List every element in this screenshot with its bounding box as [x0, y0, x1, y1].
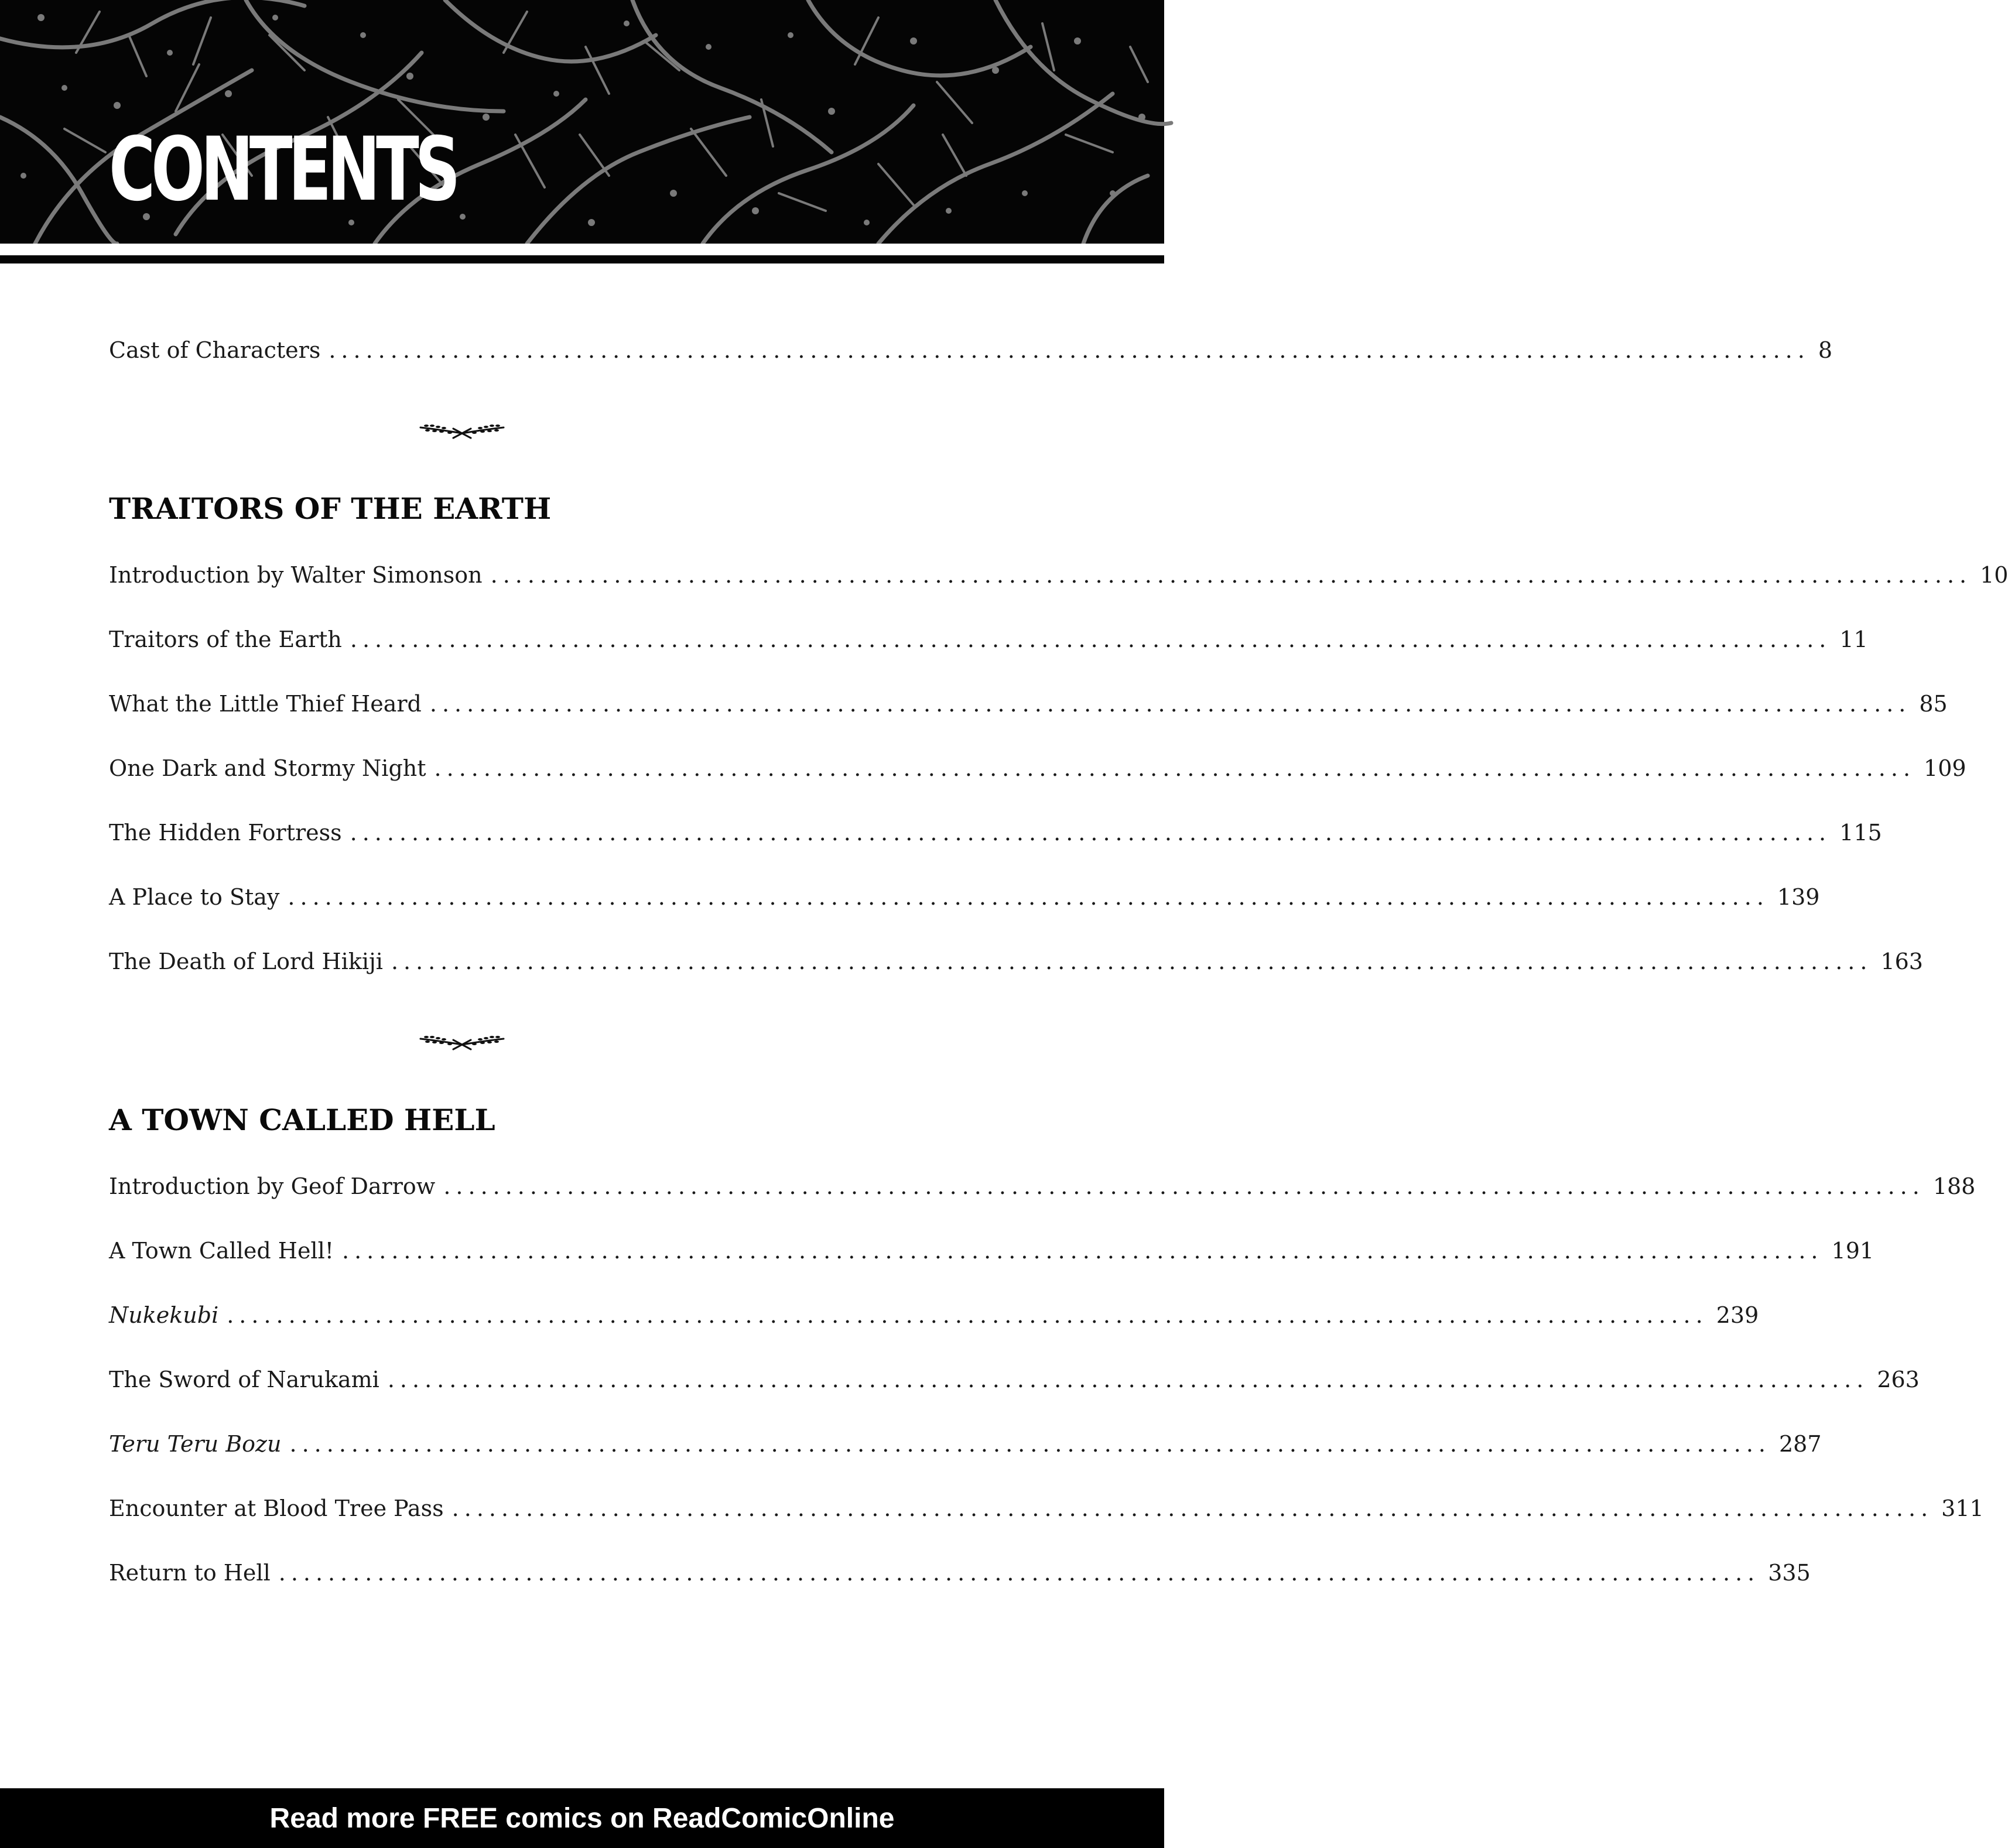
toc-entry[interactable]: [109, 1426, 1822, 1462]
toc-entry[interactable]: [109, 879, 1820, 915]
dot-leader: ........................................................................................................................: [451, 1495, 1934, 1521]
toc-page-number: 109: [1924, 755, 1966, 781]
toc-entry-label: Nukekubi: [109, 1302, 219, 1328]
section-heading-traitors-of-the-earth: TRAITORS OF THE EARTH: [109, 491, 552, 526]
toc-entry[interactable]: [109, 686, 1948, 721]
dot-leader: ........................................................................................................................: [350, 627, 1832, 652]
toc-entry-label: The Death of Lord Hikiji: [109, 949, 383, 974]
toc-page-number: 139: [1777, 884, 1820, 910]
laurel-divider-icon: [418, 416, 506, 442]
toc-page-number: 311: [1941, 1495, 1984, 1521]
toc-page-number: 188: [1932, 1173, 1976, 1199]
toc-entry[interactable]: [109, 1298, 1759, 1333]
toc-entry[interactable]: [109, 1169, 1976, 1204]
toc-page-number: 10: [1980, 562, 2008, 588]
toc-entry-label: Introduction by Geof Darrow: [109, 1173, 436, 1199]
toc-entry-label: The Hidden Fortress: [109, 820, 342, 846]
dot-leader: ........................................................................................................................: [288, 884, 1769, 910]
toc-entry-label: Encounter at Blood Tree Pass: [109, 1495, 444, 1521]
toc-entry[interactable]: [109, 1555, 1811, 1590]
toc-entry[interactable]: [109, 1362, 1920, 1397]
contents-header-band: [0, 0, 1164, 244]
toc-entry-label: A Town Called Hell!: [109, 1238, 334, 1264]
toc-page-number: 263: [1877, 1367, 1920, 1392]
toc-entry-label: Cast of Characters: [109, 337, 321, 363]
promo-footer-text[interactable]: Read more FREE comics on ReadComicOnline: [269, 1802, 895, 1834]
toc-page-number: 239: [1716, 1302, 1759, 1328]
toc-entry-label: Return to Hell: [109, 1560, 271, 1586]
toc-entry-cast-of-characters[interactable]: [109, 333, 1833, 368]
dot-leader: ........................................................................................................................: [443, 1173, 1925, 1199]
dot-leader: ........................................................................................................................: [342, 1238, 1824, 1264]
header-black-rule: [0, 255, 1164, 263]
toc-page-number: 191: [1831, 1238, 1874, 1264]
dot-leader: ........................................................................................................................: [490, 562, 1972, 588]
toc-entry-label: A Place to Stay: [109, 884, 280, 910]
header-white-rule: [0, 244, 1164, 255]
promo-footer-banner[interactable]: [0, 1788, 1164, 1848]
toc-page-number: 335: [1768, 1560, 1811, 1586]
dot-leader: ........................................................................................................................: [391, 949, 1873, 974]
dot-leader: ........................................................................................................................: [227, 1302, 1708, 1328]
toc-entry[interactable]: [109, 815, 1882, 850]
toc-entry-label: The Sword of Narukami: [109, 1367, 379, 1392]
toc-entry-label: Introduction by Walter Simonson: [109, 562, 483, 588]
dot-leader: ........................................................................................................................: [429, 691, 1911, 717]
toc-entry[interactable]: [109, 622, 1868, 657]
toc-entry-label: One Dark and Stormy Night: [109, 755, 426, 781]
laurel-divider-icon: [418, 1027, 506, 1053]
dot-leader: ........................................................................................................................: [350, 820, 1832, 846]
toc-entry[interactable]: [109, 944, 1923, 979]
toc-page-number: 85: [1919, 691, 1948, 717]
dot-leader: ........................................................................................................................: [434, 755, 1916, 781]
toc-page-number: 163: [1880, 949, 1923, 974]
toc-entry[interactable]: [109, 751, 1966, 786]
dot-leader: ........................................................................................................................: [278, 1560, 1760, 1586]
toc-page-number: 287: [1779, 1431, 1822, 1457]
toc-page-number: 115: [1839, 820, 1882, 846]
toc-entry-label: Teru Teru Bozu: [109, 1431, 282, 1457]
toc-entry-label: Traitors of the Earth: [109, 627, 342, 652]
toc-entry[interactable]: [109, 1491, 1984, 1526]
dot-leader: ........................................................................................................................: [289, 1431, 1771, 1457]
dot-leader: ........................................................................................................................: [387, 1367, 1869, 1392]
toc-entry[interactable]: [109, 557, 2008, 593]
toc-page-number: 11: [1839, 627, 1868, 652]
section-heading-a-town-called-hell: A TOWN CALLED HELL: [109, 1103, 495, 1137]
dot-leader: ........................................................................................................................: [329, 337, 1810, 363]
page-title: CONTENTS: [109, 119, 457, 221]
toc-entry[interactable]: [109, 1233, 1874, 1268]
toc-page-number: 8: [1818, 337, 1833, 363]
toc-entry-label: What the Little Thief Heard: [109, 691, 422, 717]
